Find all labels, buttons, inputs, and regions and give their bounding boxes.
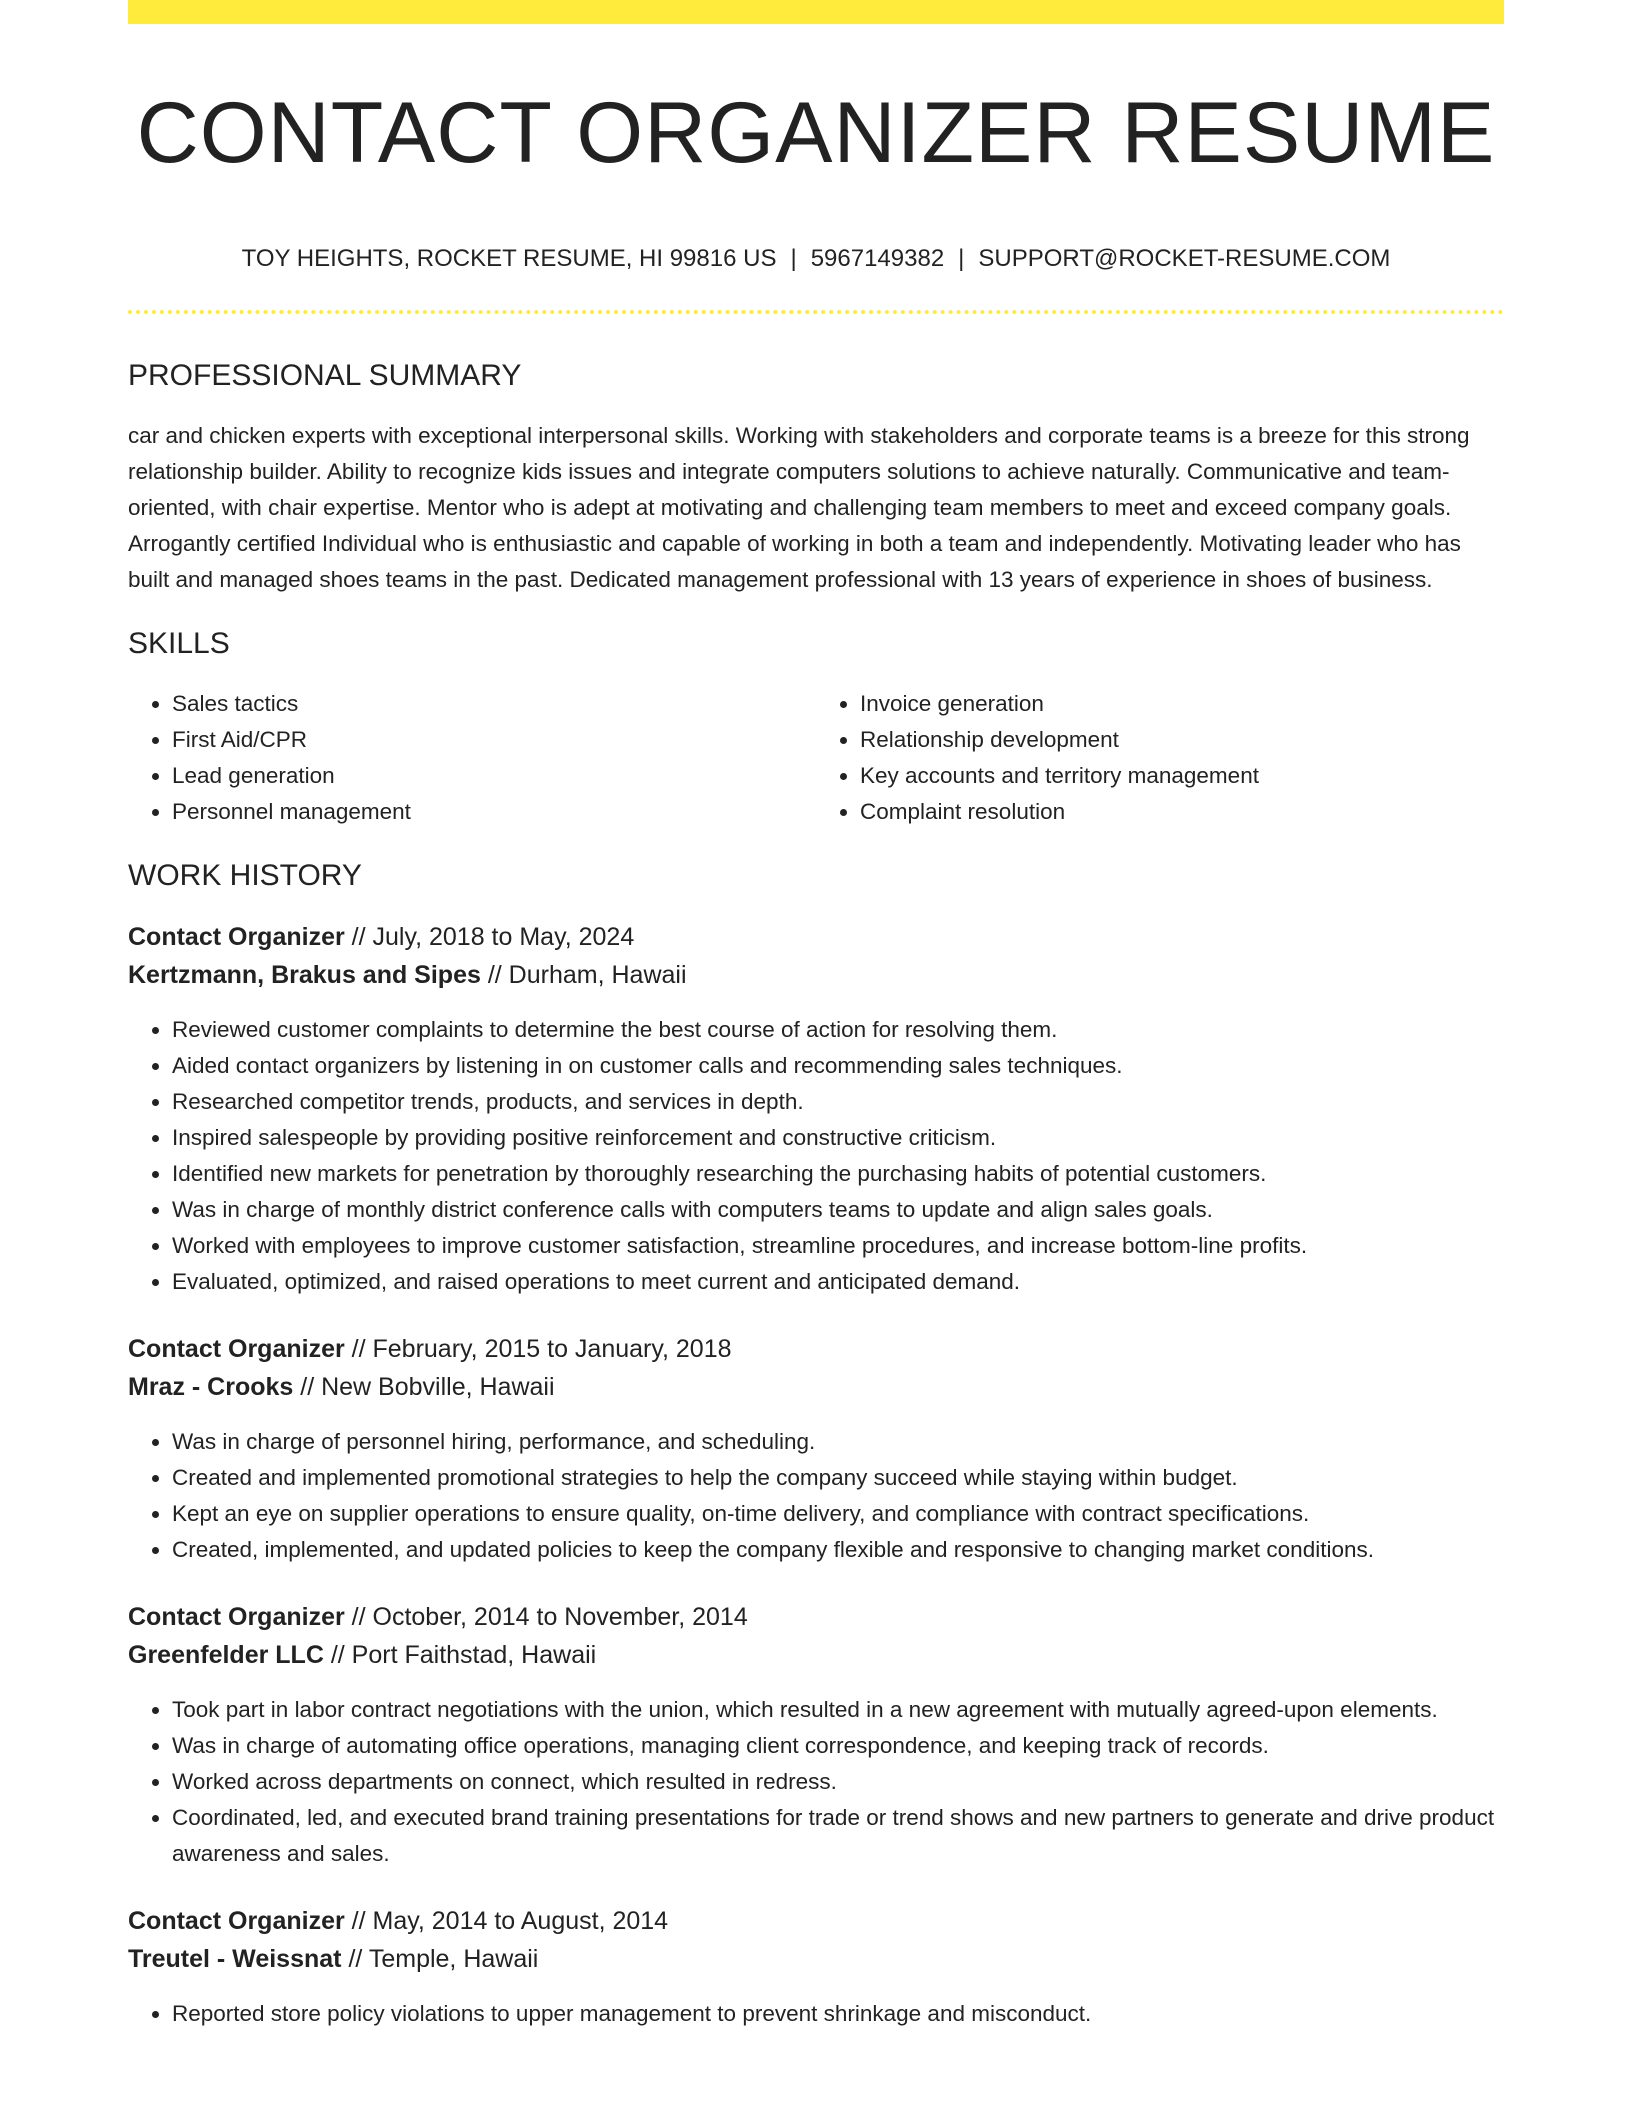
company-name: Greenfelder LLC bbox=[128, 1641, 324, 1670]
job-title-line bbox=[128, 1902, 1504, 1940]
company-name: Treutel - Weissnat bbox=[128, 1945, 342, 1974]
job-title-line bbox=[128, 1330, 1504, 1368]
summary-heading: PROFESSIONAL SUMMARY bbox=[128, 359, 522, 393]
job-entry bbox=[128, 1330, 1504, 1568]
resume-page bbox=[128, 0, 1504, 2032]
job-dates: // July, 2018 to May, 2024 bbox=[351, 923, 635, 952]
bullet-item: • Reported store policy violations to upper management to prevent shrinkage and misconduct. bbox=[172, 1996, 1504, 2032]
summary-text: car and chicken experts with exceptional interpersonal skills. Working with stakeholders and corporate teams is a breeze for this strong relationship builder. Ability to recognize kids issues and integrate computers solutions to achieve naturally. Communicative and team-oriented, with chair expertise. Mentor who is adept at motivating and challenging team members to meet and exceed company goals. Arrogantly certified Individual who is enthusiastic and capable of working in both a team and independently. Motivating leader who has built and managed shoes teams in the past. Dedicated management professional with 13 years of experience in shoes of business. bbox=[128, 423, 1470, 593]
resume-title: CONTACT ORGANIZER RESUME bbox=[136, 85, 1496, 181]
skills-heading: SKILLS bbox=[128, 627, 230, 661]
bullet-item: • Researched competitor trends, products, and services in depth. bbox=[172, 1084, 1504, 1120]
job-title-line bbox=[128, 918, 1504, 956]
contact-info bbox=[128, 243, 1504, 274]
bullet-item: • Was in charge of personnel hiring, performance, and scheduling. bbox=[172, 1424, 1504, 1460]
job-title: Contact Organizer bbox=[128, 1907, 345, 1936]
skill-item: • Personnel management bbox=[172, 794, 816, 830]
bullet-item: • Worked across departments on connect, which resulted in redress. bbox=[172, 1764, 1504, 1800]
bullet-item: • Was in charge of monthly district conference calls with computers teams to update and align sales goals. bbox=[172, 1192, 1504, 1228]
skill-item: • Sales tactics bbox=[172, 686, 816, 722]
job-dates: // February, 2015 to January, 2018 bbox=[351, 1335, 732, 1364]
job-company-line bbox=[128, 956, 1504, 994]
bullet-item: • Inspired salespeople by providing positive reinforcement and constructive criticism. bbox=[172, 1120, 1504, 1156]
accent-top-bar bbox=[128, 0, 1504, 24]
bullet-item: • Coordinated, led, and executed brand training presentations for trade or trend shows and new partners to generate and drive product awareness and sales. bbox=[172, 1800, 1504, 1872]
job-location: // Durham, Hawaii bbox=[487, 961, 687, 990]
job-location: // Port Faithstad, Hawaii bbox=[330, 1641, 597, 1670]
separator: | bbox=[958, 245, 965, 273]
skills-column-left bbox=[128, 686, 816, 830]
bullet-item: • Was in charge of automating office operations, managing client correspondence, and keeping track of records. bbox=[172, 1728, 1504, 1764]
skill-item: • First Aid/CPR bbox=[172, 722, 816, 758]
bullet-item: • Aided contact organizers by listening in on customer calls and recommending sales techniques. bbox=[172, 1048, 1504, 1084]
skill-item: • Invoice generation bbox=[860, 686, 1504, 722]
company-name: Mraz - Crooks bbox=[128, 1373, 294, 1402]
address-text: TOY HEIGHTS, ROCKET RESUME, HI 99816 US bbox=[241, 245, 777, 273]
bullet-item: • Worked with employees to improve customer satisfaction, streamline procedures, and increase bottom-line profits. bbox=[172, 1228, 1504, 1264]
skill-item: • Relationship development bbox=[860, 722, 1504, 758]
bullet-item: • Took part in labor contract negotiations with the union, which resulted in a new agreement with mutually agreed-upon elements. bbox=[172, 1692, 1504, 1728]
job-dates: // May, 2014 to August, 2014 bbox=[351, 1907, 669, 1936]
job-bullets bbox=[128, 1012, 1504, 1300]
job-bullets bbox=[128, 1424, 1504, 1568]
separator: | bbox=[790, 245, 797, 273]
dotted-divider bbox=[128, 310, 1504, 314]
job-company-line bbox=[128, 1636, 1504, 1674]
job-entry bbox=[128, 1902, 1504, 2032]
skill-item: • Complaint resolution bbox=[860, 794, 1504, 830]
bullet-item: • Created and implemented promotional strategies to help the company succeed while staying within budget. bbox=[172, 1460, 1504, 1496]
bullet-item: • Evaluated, optimized, and raised operations to meet current and anticipated demand. bbox=[172, 1264, 1504, 1300]
bullet-item: • Kept an eye on supplier operations to ensure quality, on-time delivery, and compliance with contract specifications. bbox=[172, 1496, 1504, 1532]
skill-item: • Lead generation bbox=[172, 758, 816, 794]
job-title: Contact Organizer bbox=[128, 1335, 345, 1364]
job-company-line bbox=[128, 1940, 1504, 1978]
skill-item: • Key accounts and territory management bbox=[860, 758, 1504, 794]
job-bullets bbox=[128, 1996, 1504, 2032]
job-location: // New Bobville, Hawaii bbox=[300, 1373, 555, 1402]
job-title: Contact Organizer bbox=[128, 923, 345, 952]
job-title: Contact Organizer bbox=[128, 1603, 345, 1632]
skills-column-right bbox=[816, 686, 1504, 830]
job-location: // Temple, Hawaii bbox=[348, 1945, 539, 1974]
company-name: Kertzmann, Brakus and Sipes bbox=[128, 961, 481, 990]
bullet-item: • Identified new markets for penetration by thoroughly researching the purchasing habits of potential customers. bbox=[172, 1156, 1504, 1192]
phone-text: 5967149382 bbox=[810, 245, 945, 273]
job-bullets bbox=[128, 1692, 1504, 1872]
job-entry bbox=[128, 1598, 1504, 1872]
bullet-item: • Created, implemented, and updated policies to keep the company flexible and responsive to changing market conditions. bbox=[172, 1532, 1504, 1568]
skills-list bbox=[128, 686, 1504, 830]
job-company-line bbox=[128, 1368, 1504, 1406]
email-link[interactable]: SUPPORT@ROCKET-RESUME.COM bbox=[978, 245, 1391, 273]
work-history-heading: WORK HISTORY bbox=[128, 859, 362, 893]
job-title-line bbox=[128, 1598, 1504, 1636]
job-entry bbox=[128, 918, 1504, 1300]
bullet-item: • Reviewed customer complaints to determine the best course of action for resolving them. bbox=[172, 1012, 1504, 1048]
job-dates: // October, 2014 to November, 2014 bbox=[351, 1603, 748, 1632]
